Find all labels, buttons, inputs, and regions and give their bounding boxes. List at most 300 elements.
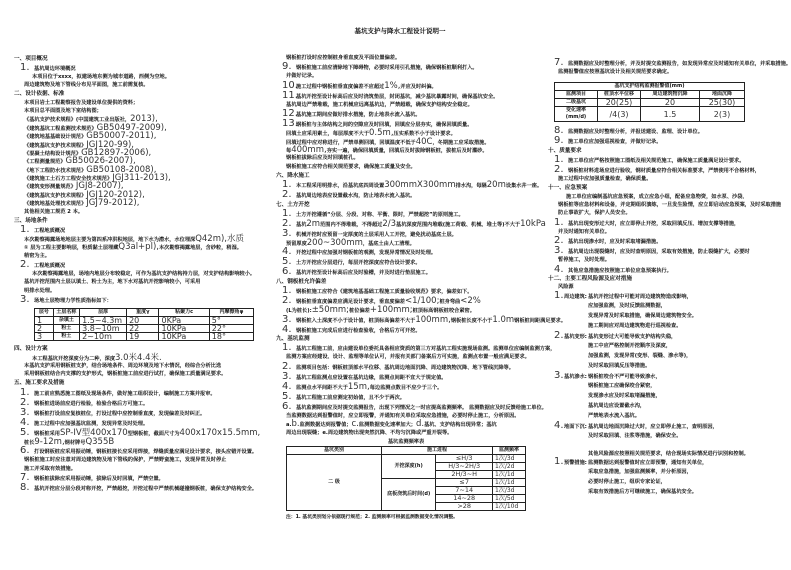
value-text: 400mm, xyxy=(291,144,327,155)
line-text: 施工单位应编制基坑应急预案，成立应急小组，配备应急物资，如水泵、沙袋、 xyxy=(566,193,748,200)
text-line xyxy=(14,370,254,378)
document-title: 基坑支护与降水工程设计说明一 xyxy=(354,27,446,35)
item-number: 4. xyxy=(282,380,292,392)
line-text: 本次勘察揭露地层，场地内地层分布较稳定，可作为基坑支护结构持力层，对支护结构影响较小。 xyxy=(32,271,256,278)
line-text: 施工期间应对周边建筑物进行巡视检查。 xyxy=(588,322,682,329)
line-text: 监测数据达到报警值时应立即预警，通知有关单位， xyxy=(588,460,708,467)
numbered-item xyxy=(14,418,254,428)
line-text: 周边建筑物及地下管线分布见平面图，施工前需复核。 xyxy=(24,82,149,89)
line-text: 本工程采用明排水，沿基坑底四周设置 xyxy=(296,183,385,190)
line-text: 基坑开挖应分层分段对称开挖，严禁超挖，开挖过程中严禁机械碰撞钢板桩，确保支护结构安全。 xyxy=(34,485,258,492)
risk-line xyxy=(548,402,758,412)
numbered-item xyxy=(276,91,526,101)
line-text: 基坑工程施工前，应由建设单位委托具备相应资质的第三方对基坑工程实施现场监测。监测单位应编制监测方案， xyxy=(296,346,556,353)
value-text: 200~300mm xyxy=(306,237,363,248)
text-line xyxy=(14,252,254,260)
risk-label-text: 地面下沉: xyxy=(564,423,587,430)
table-cell: 监测项目 xyxy=(555,91,598,99)
item-number: 3. xyxy=(20,294,30,306)
value-text: JGJ311-2013), xyxy=(112,173,171,184)
item-number: 2. xyxy=(554,235,564,247)
line-text: 机械开挖时应预留一定厚度的土层采用人工开挖，避免扰动基底土层。 xyxy=(296,231,457,238)
text-line xyxy=(548,209,758,217)
value-text: GB12897-2006), xyxy=(81,147,152,158)
item-number: 13. xyxy=(282,118,298,130)
numbered-item xyxy=(14,63,254,73)
numbered-item xyxy=(276,392,526,402)
line-text: 钢板桩施工应符合《建筑地基基础工程施工质量验收规范》要求，偏差如下。 xyxy=(296,289,473,296)
section-heading xyxy=(14,55,254,63)
value-text: 40C xyxy=(415,136,433,147)
table-cell: 1次/1d xyxy=(493,471,526,479)
line-text: 基坑开挖过程中可能对周边建筑物造成影响， xyxy=(588,293,692,300)
risk-line xyxy=(548,478,758,488)
line-text: 桩长 xyxy=(24,439,35,446)
item-number: 1. xyxy=(554,289,564,301)
line-text: 基坑施工期间应做好排水措施，防止地表水流入基坑。 xyxy=(296,112,421,119)
item-number: 6. xyxy=(20,445,30,457)
line-text: 并做好记录。 xyxy=(286,73,318,80)
line-text: 施工并采取有效措施。 xyxy=(24,465,76,472)
table-cell: 粉土 xyxy=(53,333,79,341)
numbered-item xyxy=(14,473,254,483)
line-text: 当监测数据达到报警值时，应立即报警，并通知有关单位采取应急措施，必要时停止施工，分析原因。 xyxy=(286,412,520,419)
line-text: 周边出现裂缝； xyxy=(286,429,323,436)
table-cell: ≤H/3 xyxy=(436,455,493,463)
text-line xyxy=(14,270,254,278)
table-cell: 监测频率 xyxy=(493,447,526,455)
item-number: 11. xyxy=(282,89,298,101)
line-text: 场地土层物理力学性质指标如下： xyxy=(34,298,112,305)
risk-label xyxy=(548,369,588,381)
table-cell: 20 xyxy=(127,317,159,325)
table-cell: 2~10m xyxy=(80,333,127,341)
line-text: 压实系数不小于设计要求。 xyxy=(393,131,456,138)
value-text: b. xyxy=(291,419,300,430)
numbered-item xyxy=(276,109,526,119)
numbered-item xyxy=(14,445,258,457)
line-text: 防止事故扩大，保护人员安全。 xyxy=(558,210,631,217)
item-number: 2. xyxy=(20,259,30,271)
line-text: 土方开挖遵循“分层、分段、对称、平衡、限时，严禁超挖”的原则施工。 xyxy=(296,211,464,218)
line-text: 基坑开挖至设计标高后应及时验槽，并及时进行垫层施工。 xyxy=(296,270,431,277)
risk-label-text: 周边建筑: xyxy=(564,293,587,300)
section-heading xyxy=(14,90,254,98)
item-number: 8. xyxy=(554,125,564,137)
item-number: 2. xyxy=(554,329,564,341)
item-number: 4. xyxy=(20,416,30,428)
table-row xyxy=(35,333,254,341)
value-text: 300mmX300mm xyxy=(384,180,456,191)
numbered-item xyxy=(276,362,526,372)
text-line xyxy=(14,73,254,81)
line-text: 监测数据变化速率加大； xyxy=(358,422,416,429)
table-cell: 地面沉降 xyxy=(700,91,745,99)
line-text: 采取应急措施，加强监测频率，并分析原因， xyxy=(588,469,692,476)
line-text: 一、项目概况 xyxy=(14,55,48,62)
line-text: 本基坑支护采用钢板桩支护，结合场地条件、周边环境及地下水情况，经综合分析比选 xyxy=(24,363,222,370)
text-line xyxy=(14,362,254,370)
text-line xyxy=(14,456,254,464)
line-text: 基坑工程施工前应测定初始值，且不少于两次。 xyxy=(296,394,405,401)
item-number: 5. xyxy=(20,426,30,438)
table-cell: 25(30) xyxy=(700,99,745,107)
text-line xyxy=(14,208,254,216)
table-cell: 层号 xyxy=(35,309,54,317)
line-text: 钢板桩长度不小于 xyxy=(450,317,493,324)
line-text: 基坑周边地表应设置截水沟，防止地表水流入基坑。 xyxy=(296,193,416,200)
line-text: 钢板桩咬合紧密。 xyxy=(433,308,475,315)
numbered-item xyxy=(276,209,526,219)
value-text: 3.0米4.4米. xyxy=(115,352,162,363)
item-number: 1. xyxy=(282,207,292,219)
line-text: 监测数据应及时整理分析，并及时提交监测报告，如发现异常应及时通知有关单位，并采取措施。 xyxy=(568,61,791,67)
numbered-item xyxy=(14,408,254,418)
line-text: 打设钢板桩应采用振动锤，钢板桩接长应采用焊接，焊缝质量应满足设计要求，接头应错开设置。 xyxy=(34,449,258,456)
table-row xyxy=(555,99,745,107)
line-text: 桩身弯曲 xyxy=(439,299,461,306)
table-cell: 粘聚力c xyxy=(159,309,209,317)
line-text: 施工过程中应加强基坑监测，发现异常及时处理。 xyxy=(34,420,149,427)
item-number: 9. xyxy=(282,61,292,73)
numbered-item xyxy=(548,126,758,136)
numbered-item xyxy=(548,57,791,68)
text-line xyxy=(276,429,526,437)
table-cell: 基坑类别 xyxy=(287,447,382,455)
risk-label xyxy=(548,419,588,431)
line-text: 《建筑变形测量规范》 xyxy=(24,184,76,191)
line-text: 施工前应熟悉施工图纸及现场条件，做好施工组织设计，编制施工方案并报审。 xyxy=(34,390,216,397)
value-text: JGJ79-2012), xyxy=(86,198,140,209)
table-cell: 20 xyxy=(641,99,700,107)
value-text: GB50007-2011), xyxy=(86,131,157,142)
item-number: 4. xyxy=(282,323,292,335)
value-text: 2m xyxy=(306,218,321,229)
line-text: 钢板桩咬合不严可能导致渗水， xyxy=(588,373,661,380)
line-text: 稍密为主。 xyxy=(24,252,50,259)
text-line xyxy=(276,239,526,247)
risk-line xyxy=(548,289,758,302)
table-cell: 基坑支护结构监测报警值(mm) xyxy=(555,83,745,91)
table-cell: 层厚 xyxy=(80,309,127,317)
numbered-item xyxy=(276,372,526,382)
item-number: 3. xyxy=(282,227,292,239)
table-cell: 底板浇筑后时间(d) xyxy=(382,479,436,511)
table-cell: 20(25) xyxy=(598,99,641,107)
item-number: 2. xyxy=(282,295,292,307)
section-heading xyxy=(548,184,758,192)
line-text: 钢板桩打设时应控制桩身垂直度及平面位置偏差。 xyxy=(286,55,401,61)
value-text: d. xyxy=(415,419,425,430)
item-number: 1. xyxy=(282,342,292,354)
text-line xyxy=(548,68,758,76)
column-3 xyxy=(548,57,791,498)
line-text: 《建筑施工土石方工程安全技术规范》 xyxy=(24,176,113,183)
risk-line xyxy=(548,329,758,342)
line-text: 采取有效措施后方可继续施工，确保基坑安全。 xyxy=(588,489,697,496)
text-line xyxy=(14,81,254,89)
numbered-item xyxy=(276,342,556,354)
column-1 xyxy=(14,54,261,493)
item-number: 7. xyxy=(554,57,564,68)
line-text: 桩顶标高 xyxy=(412,308,434,315)
table-cell: 周边建筑物沉降 xyxy=(641,91,700,99)
item-number: 3. xyxy=(20,406,30,418)
table-cell: /4(3) xyxy=(598,107,641,122)
line-text: 其他风险源应按照相关规范要求，结合现场实际情况进行识别和控制。 xyxy=(588,450,749,457)
table-cell: 1次/1d xyxy=(493,479,526,487)
line-text: 排水沟，每隔 xyxy=(455,183,487,190)
item-number: 1. xyxy=(20,386,30,398)
table-row xyxy=(287,455,526,463)
risk-line xyxy=(548,362,758,372)
text-line xyxy=(14,465,254,473)
line-text: 钢板桩施工应确保咬合紧密， xyxy=(588,382,656,389)
line-text: ① 层为工程主要影响层，粉质黏土层埋藏 xyxy=(24,245,119,252)
line-text: 三、场地条件 xyxy=(14,217,48,224)
numbered-item xyxy=(276,247,526,257)
text-line xyxy=(14,243,254,251)
line-text: 桩位偏差 xyxy=(349,308,370,315)
line-text: ，冬期施工应采取措施。 xyxy=(432,139,490,146)
table-cell: 22 xyxy=(127,325,159,333)
line-text: 每边监测点数目不应少于三个。 xyxy=(369,384,443,391)
text-line xyxy=(548,193,758,201)
line-text: 四、设计方案 xyxy=(14,346,48,353)
numbered-item xyxy=(276,179,543,191)
table-cell: 10KPa xyxy=(159,333,209,341)
line-text: 本项目位于xxxx，拟建场地东侧为城市道路，西侧为空地。 xyxy=(32,73,170,80)
value-text: JGJ8-2007), xyxy=(75,181,124,192)
numbered-item xyxy=(276,81,526,91)
item-number: 3. xyxy=(282,313,292,325)
table-cell: 二 级 xyxy=(287,455,382,511)
line-text: 监测数据应及时整理分析，并报送建设、监理、设计单位。 xyxy=(568,129,703,136)
section-heading xyxy=(548,275,758,283)
table-cell: 开挖深度(h) xyxy=(382,455,436,479)
text-line xyxy=(276,154,526,162)
line-text: 施工中应严格控制开挖顺序及深度， xyxy=(588,342,672,349)
table-cell: 内摩擦角φ xyxy=(209,309,253,317)
risk-line xyxy=(548,369,758,382)
line-text: 基坑 xyxy=(296,221,307,228)
numbered-item xyxy=(548,155,758,165)
line-text: ，基底土由人工清理。 xyxy=(362,240,415,247)
text-line xyxy=(276,420,526,428)
item-number: 8. xyxy=(20,481,30,493)
text-line xyxy=(276,163,526,171)
line-text: 及时采取回填反压等措施。 xyxy=(588,362,651,369)
line-text: 监测方案应经建设、设计、监理等单位认可，并报有关部门备案后方可实施，监测点布置一般应满足要求。 xyxy=(286,354,530,361)
value-text: JGJ120-2012), xyxy=(86,189,145,200)
risk-line xyxy=(548,302,758,312)
value-text: +100mm; xyxy=(369,305,413,316)
line-text: 本次勘察揭露地层，含砂粒，稍湿。 xyxy=(158,245,242,252)
line-text: 土方开挖应分层进行，每层开挖深度应符合设计要求。 xyxy=(296,260,421,267)
item-number: 2. xyxy=(554,164,564,176)
line-text: 十一、应急预案 xyxy=(548,185,588,192)
item-number: 1. xyxy=(554,456,564,468)
section-heading xyxy=(276,201,526,209)
item-number: 10. xyxy=(282,79,298,91)
table-cell: 1次/2d xyxy=(493,463,526,471)
item-number: 3. xyxy=(282,370,292,382)
line-text: 基坑周边应设置截水沟， xyxy=(588,402,646,409)
risk-label xyxy=(548,329,588,341)
item-number: 1. xyxy=(554,216,564,228)
line-text: 基坑周边出现裂缝时，应及时查明原因，采取有效措施，防止裂缝扩大，必要时 xyxy=(568,249,750,256)
numbered-item xyxy=(14,295,254,305)
line-text: 钢板桩采用 xyxy=(34,430,60,437)
value-text: <2% xyxy=(460,296,481,307)
text-line xyxy=(14,99,254,107)
text-line xyxy=(276,54,526,62)
numbered-item xyxy=(276,313,567,325)
soil-properties-table xyxy=(34,308,254,341)
line-text: 八、钢板桩允许偏差 xyxy=(276,278,327,285)
table-cell: 1 xyxy=(35,317,54,325)
table-cell: 3 xyxy=(35,333,54,341)
table-cell: 1.5~4.3m xyxy=(80,317,127,325)
numbered-item xyxy=(276,286,526,296)
line-text: 钢板桩进场前应进行检验，检验合格后方可施工。 xyxy=(34,400,149,407)
line-text: 工程地质概况 xyxy=(34,227,66,234)
line-text: 施工单位应加强巡视检查，并做好记录。 xyxy=(568,139,662,146)
value-text: <1/100; xyxy=(404,296,440,307)
line-text: 钢板桩施工应符合相关规范要求，确保施工质量及安全。 xyxy=(286,163,416,170)
line-text: 暂停施工，及时处理。 xyxy=(558,257,610,264)
monitor-table-title: 基坑监测频率表 xyxy=(387,439,425,446)
risk-line xyxy=(548,392,758,402)
table-cell: 杂填土 xyxy=(53,317,79,325)
table-cell: 变化速率(mm/d) xyxy=(555,107,598,122)
value-text: Q355B xyxy=(85,436,115,447)
value-text: 100mm, xyxy=(415,314,451,325)
numbered-item xyxy=(548,218,758,228)
line-text: 监测项目包括：钢板桩顶部水平位移、基坑周边地面沉降、周边建筑物沉降、地下管线沉降等。 xyxy=(296,364,514,371)
table-cell: 2H/3~H xyxy=(436,471,493,479)
item-number: 2. xyxy=(282,217,292,229)
item-number: 12. xyxy=(282,108,298,120)
table-cell: 1次/3d xyxy=(493,455,526,463)
numbered-item xyxy=(548,136,758,146)
table-title-row xyxy=(555,83,745,91)
risk-line xyxy=(548,322,758,332)
line-text: 基坑周边环境概况 xyxy=(34,65,76,72)
table-cell: 10KPa xyxy=(159,325,209,333)
line-text: 基坑变形过大可能导致支护结构失稳， xyxy=(588,333,677,340)
monitor-table-note: 注：1. 基坑类别划分依据现行规范；2. 监测频率可根据监测数据变化情况调整。 xyxy=(286,515,458,521)
table-row xyxy=(555,107,745,122)
line-text: 基坑监测期间应及时提交监测报告，出现下列情况之一时应提高监测频率。 xyxy=(296,404,468,411)
value-text: 15m, xyxy=(347,381,370,392)
risk-extra-line xyxy=(548,450,758,458)
item-number: 2. xyxy=(282,189,292,201)
risk-line xyxy=(548,342,758,352)
section-heading xyxy=(276,278,526,286)
item-number: 7. xyxy=(20,471,30,483)
section-heading xyxy=(276,172,526,180)
item-number: 4. xyxy=(282,246,292,258)
line-text: 五、施工要求及措施 xyxy=(14,380,65,387)
table-cell: 二级基坑 xyxy=(555,99,598,107)
numbered-item xyxy=(548,246,758,256)
line-text: 九、基坑监测 xyxy=(276,336,310,343)
item-number: 1. xyxy=(20,223,30,235)
line-text: 型钢板桩，截面尺寸为 xyxy=(127,430,180,437)
line-text: 钢板桩施工前应清除地下障碍物，必要时采用引孔措施，确保钢板桩顺利打入。 xyxy=(296,65,478,72)
numbered-item xyxy=(14,398,254,408)
risk-line xyxy=(548,468,758,478)
value-text: 2/3 xyxy=(382,218,397,229)
table-cell: 土层名称 xyxy=(53,309,79,317)
item-number: 5. xyxy=(282,256,292,268)
numbered-item xyxy=(548,236,758,246)
risk-line xyxy=(548,458,758,468)
risk-label-text: 基坑渗水: xyxy=(564,373,587,380)
line-text: 其他相关施工规范 2 本。 xyxy=(24,208,84,215)
line-text: 钢材牌号 xyxy=(64,439,86,446)
table-cell: 1次/3d xyxy=(493,487,526,495)
line-text: 并应及时纠偏。 xyxy=(400,83,437,90)
risk-line xyxy=(548,419,758,432)
numbered-item xyxy=(548,165,758,175)
section-heading xyxy=(14,217,254,225)
alarm-value-table xyxy=(554,82,745,122)
table-cell: 18° xyxy=(209,333,253,341)
value-text: 9-12m, xyxy=(34,436,65,447)
value-text: GB50108-2008), xyxy=(86,164,157,175)
line-text: 基坑工程监测点应设置在基坑边缘，监测点间距不宜大于规定值。 xyxy=(296,374,447,381)
line-text: 应加强监测，及时反馈监测数据， xyxy=(588,302,666,309)
line-text: 本次勘察揭露场地地层主要为第四系冲洪积地层，地下水为潜水，水位埋深 xyxy=(24,236,196,243)
value-text: SP-IV型400x170 xyxy=(59,427,128,438)
text-line xyxy=(276,412,526,420)
line-text: 基坑出现变形过大时，应立即停止开挖，采取回填反压、增加支撑等措施， xyxy=(568,220,740,227)
line-text: 监测点水平间距不大于 xyxy=(296,384,348,391)
line-text: 《混凝土结构设计规范》 xyxy=(24,150,82,157)
line-text: 发现渗水应及时采取堵漏措施， xyxy=(588,392,661,399)
text-line xyxy=(276,353,530,361)
text-line xyxy=(548,175,758,183)
risk-label xyxy=(548,289,588,301)
value-text: 10kPa xyxy=(520,218,546,229)
line-text: 并及时通知有关单位。 xyxy=(558,228,610,235)
table-cell: H/3~2H/3 xyxy=(436,463,493,471)
line-text: 《建筑地基基础设计规范》 xyxy=(24,134,87,141)
numbered-item xyxy=(276,257,526,267)
numbered-item xyxy=(276,382,526,392)
risk-label-text: 基坑变形: xyxy=(564,333,587,340)
line-text: 回填过程中应对称进行，严禁单侧回填，回填温度不低于 xyxy=(286,139,416,146)
value-text: 1.0m xyxy=(492,314,515,325)
line-text: 钢板桩施工完成后应进行检查验收，合格后方可开挖。 xyxy=(296,327,421,334)
line-text: 监测数据达到报警值； xyxy=(299,422,352,429)
value-text: Q3al+pl), xyxy=(118,242,159,253)
line-text: 基坑开挖范围内土层以填土、粉土为主，地下水对基坑开挖影响较小，可采用 xyxy=(24,279,201,286)
table-cell: 0KPa xyxy=(159,317,209,325)
table-cell: 22° xyxy=(209,325,253,333)
risk-label-text: 预警措施: xyxy=(564,460,587,467)
numbered-item xyxy=(276,62,526,72)
line-text: 基坑周边地面沉降过大时，应立即停止施工，查明原因， xyxy=(588,423,718,430)
text-line xyxy=(276,129,526,137)
line-text: 七、土方开挖 xyxy=(276,201,310,208)
text-line xyxy=(276,101,526,109)
risk-line xyxy=(548,412,758,422)
table-cell: ≤7 xyxy=(436,479,493,487)
value-text: GB50026-2007), xyxy=(65,156,136,167)
